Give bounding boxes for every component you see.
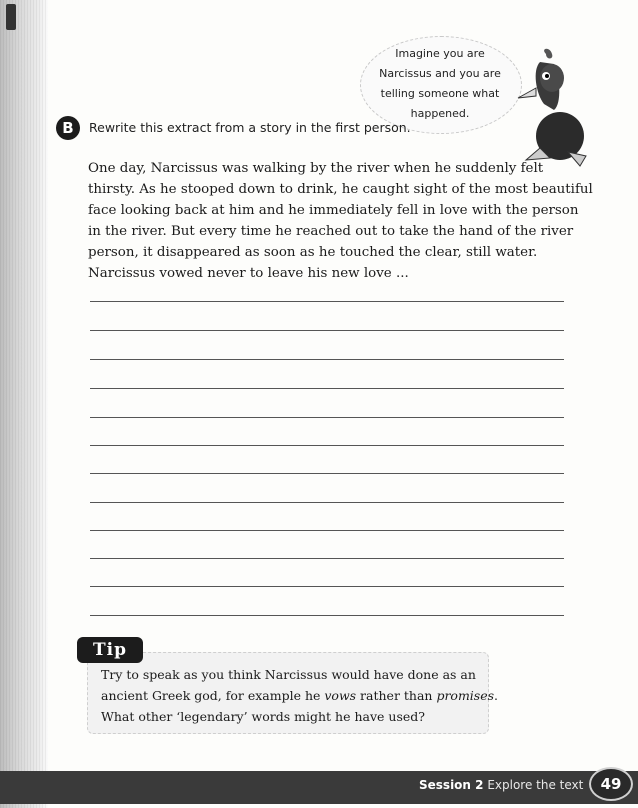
- writing-line-8[interactable]: [90, 502, 564, 503]
- writing-line-1[interactable]: [90, 301, 564, 302]
- section-instruction: Rewrite this extract from a story in the first person.: [89, 120, 411, 135]
- writing-line-7[interactable]: [90, 473, 564, 474]
- writing-line-2[interactable]: [90, 330, 564, 331]
- writing-line-11[interactable]: [90, 586, 564, 587]
- tip-emphasis-vows: vows: [324, 688, 357, 703]
- tip-line: Try to speak as you think Narcissus would have done as an: [101, 667, 476, 682]
- extract-line: in the river. But every time he reached out to take the hand of the river: [88, 224, 574, 239]
- page-binding-edge: [0, 0, 48, 808]
- tip-text: [101, 664, 499, 727]
- extract-line: person, it disappeared as soon as he touched the clear, still water.: [88, 245, 538, 260]
- writing-line-3[interactable]: [90, 359, 564, 360]
- story-extract: [88, 158, 593, 284]
- footer-session-title: Explore the text: [487, 778, 584, 792]
- speech-bubble-text: [378, 44, 502, 124]
- page-number: 49: [589, 767, 633, 801]
- tip-line: [101, 685, 499, 706]
- speech-bubble-line: Imagine you are: [395, 47, 485, 60]
- footer-session: [419, 778, 583, 792]
- tip-text-part: rather than: [356, 688, 437, 703]
- tip-text-part: ancient Greek god, for example he: [101, 688, 325, 703]
- tip-line: What other ‘legendary’ words might he have used?: [101, 709, 425, 724]
- writing-line-4[interactable]: [90, 388, 564, 389]
- writing-line-5[interactable]: [90, 417, 564, 418]
- extract-line: face looking back at him and he immediately fell in love with the person: [88, 203, 579, 218]
- binding-mark: [6, 4, 16, 30]
- writing-line-9[interactable]: [90, 530, 564, 531]
- speech-bubble-line: Narcissus and you are: [379, 67, 501, 80]
- extract-line: thirsty. As he stooped down to drink, he caught sight of the most beautiful: [88, 182, 593, 197]
- tip-emphasis-promises: promises: [436, 688, 495, 703]
- tip-label: Tip: [77, 637, 143, 663]
- footer-session-label: Session 2: [419, 778, 484, 792]
- speech-bubble-line: telling someone what: [380, 87, 500, 100]
- extract-line: One day, Narcissus was walking by the river when he suddenly felt: [88, 161, 544, 176]
- writing-line-6[interactable]: [90, 445, 564, 446]
- writing-line-12[interactable]: [90, 615, 564, 616]
- duck-character-illustration: [510, 48, 594, 172]
- extract-line: Narcissus vowed never to leave his new love ...: [88, 266, 409, 281]
- section-badge: B: [56, 116, 80, 140]
- speech-bubble-line: happened.: [410, 107, 470, 120]
- tip-text-part: .: [494, 688, 499, 703]
- writing-line-10[interactable]: [90, 558, 564, 559]
